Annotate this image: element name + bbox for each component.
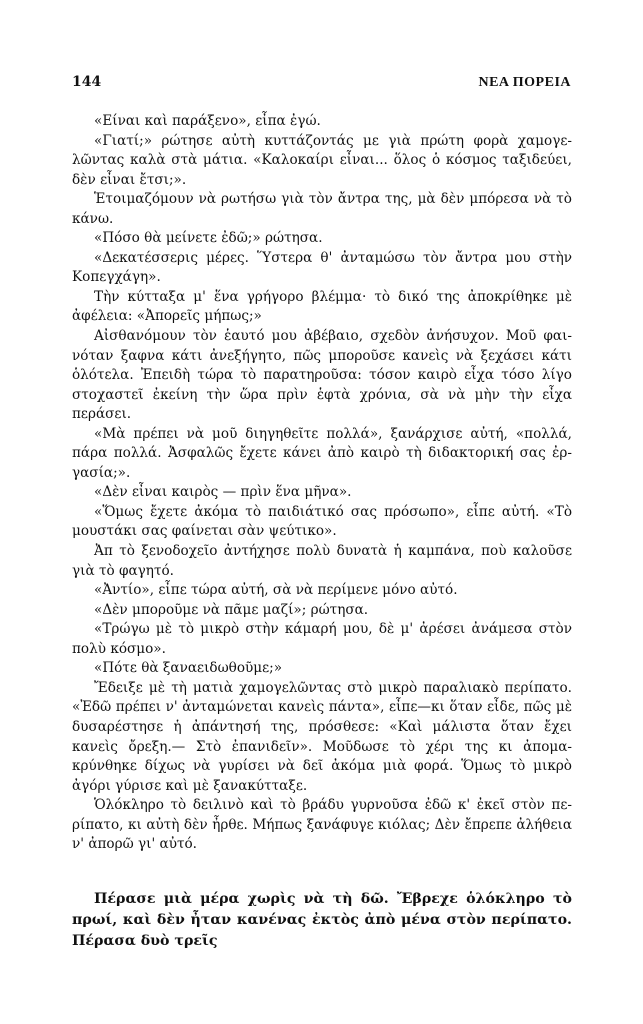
page-number: 144 <box>72 74 102 90</box>
paragraph-9: «Δὲν εἶναι καιρὸς — πρὶν ἕνα μῆνα». <box>94 484 352 501</box>
paragraph-12: «Ἀντίο», εἶπε τώρα αὐτή, σὰ νὰ περίμενε μόνο αὐτό. <box>94 582 458 599</box>
paragraph-14: «Τρώγω μὲ τὸ μικρὸ στὴν κάμαρή μου, δὲ μ' ἀρέσει ἀνάμεσα στὸν πολὺ κόσμο». <box>72 621 572 657</box>
paragraph-7: Αἰσθανόμουν τὸν ἑαυτό μου ἀβέβαιο, σχεδὸν ἀνήσυχον. Μοῦ φαινόταν ξαφνα κάτι ἀνεξήγητο, πῶς μποροῦσε κανεὶς νὰ ξεχάσει κάτι ὁλότελα. Ἐπειδὴ τώρα τὸ παρατηροῦσα: τόσον καιρὸ εἶχα τόσο λίγο στοχαστεῖ ἐκείνη τὴν ὥρα πρὶν ἑφτὰ χρόνια, σὰ νὰ μὴν τὴν εἶχα περάσει. <box>72 328 572 423</box>
body-text <box>72 112 572 952</box>
paragraph-18: Πέρασε μιὰ μέρα χωρὶς νὰ τὴ δῶ. Ἔβρεχε ὁλόκληρο τὸ πρωί, καὶ δὲν ἦταν κανένας ἐκτὸς ἀπὸ μένα στὸν περίπατο. Πέρασα δυὸ τρεῖς <box>72 890 572 949</box>
paragraph-17: Ὁλόκληρο τὸ δειλινὸ καὶ τὸ βράδυ γυρνοῦσα ἐδῶ κ' ἐκεῖ στὸν περίπατο, κι αὐτὴ δὲν ἦρθε. Μήπως ξανάφυγε κιόλας; Δὲν ἔπρεπε ἀλήθεια ν' ἀπορῶ γι' αὐτό. <box>72 797 572 853</box>
paragraph-3: Ἑτοιμαζόμουν νὰ ρωτήσω γιὰ τὸν ἄντρα της, μὰ δὲν μπόρεσα νὰ τὸ κάνω. <box>72 191 572 227</box>
paragraph-13: «Δὲν μποροῦμε νὰ πᾶμε μαζί»; ρώτησα. <box>94 601 369 618</box>
paragraph-4: «Πόσο θὰ μείνετε ἐδῶ;» ρώτησα. <box>94 230 323 247</box>
paragraph-5: «Δεκατέσσερις μέρες. Ὕστερα θ' ἀνταμώσω τὸν ἄντρα μου στὴν Κοπεγχάγη». <box>72 249 572 286</box>
page-header <box>72 74 571 94</box>
paragraph-1: «Είναι καὶ παράξενο», εἶπα ἐγώ. <box>94 113 321 129</box>
paragraph-15: «Πότε θὰ ξαναειδωθοῦμε;» <box>94 660 283 677</box>
paragraph-6: Τὴν κύτταξα μ' ἕνα γρήγορο βλέμμα· τὸ δικό της ἀποκρίθηκε μὲ ἀφέλεια: «Ἀπορεῖς μήπως;» <box>72 288 572 325</box>
paragraph-10: «Ὅμως ἔχετε ἀκόμα τὸ παιδιάτικό σας πρόσωπο», εἶπε αὐτή. «Τὸ μουστάκι σας φαίνεται σὰν ψεύτικο». <box>72 503 572 540</box>
paragraph-8: «Μὰ πρέπει νὰ μοῦ διηγηθεῖτε πολλά», ξανάρχισε αὐτή, «πολλά, πάρα πολλά. Ἀσφαλῶς ἔχετε κάνει ἀπὸ καιρὸ τὴ διδακτορική σας ἐργασία;». <box>72 425 572 481</box>
paragraph-11: Ἀπ τὸ ξενοδοχεῖο ἀντήχησε πολὺ δυνατὰ ἡ καμπάνα, ποὺ καλοῦσε γιὰ τὸ φαγητό. <box>72 543 572 579</box>
paragraph-16: Ἔδειξε μὲ τὴ ματιὰ χαμογελῶντας στὸ μικρὸ παραλιακὸ περίπατο. «Ἐδῶ πρέπει ν' ἀνταμώνεται κανεὶς πάντα», εἶπε—κι ὅταν εἶδε, πῶς μὲ δυσαρέστησε ἡ ἀπάντησή της, πρόσθεσε: «Καὶ μάλιστα ὅταν ἔχει κανεὶς ὄρεξη.— Στὸ ἐπανιδεῖν». Μοῦδωσε τὸ χέρι της κι ἀπομακρύνθηκε δίχως νὰ γυρίσει νὰ δεῖ ἀκόμα μιὰ φορά. Ὅμως τὸ μικρὸ ἀγόρι γύρισε καὶ μὲ ξανακύτταξε. <box>72 679 572 794</box>
paragraph-2: «Γιατί;» ρώτησε αὐτὴ κυττάζοντάς με γιὰ πρώτη φορὰ χαμογελῶντας καλὰ στὰ μάτια. «Καλοκαίρι εἶναι... ὅλος ὁ κόσμος ταξιδεύει, δὲν εἶναι ἔτσι;». <box>72 132 572 188</box>
running-title: ΝΕΑ ΠΟΡΕΙΑ <box>478 75 571 90</box>
